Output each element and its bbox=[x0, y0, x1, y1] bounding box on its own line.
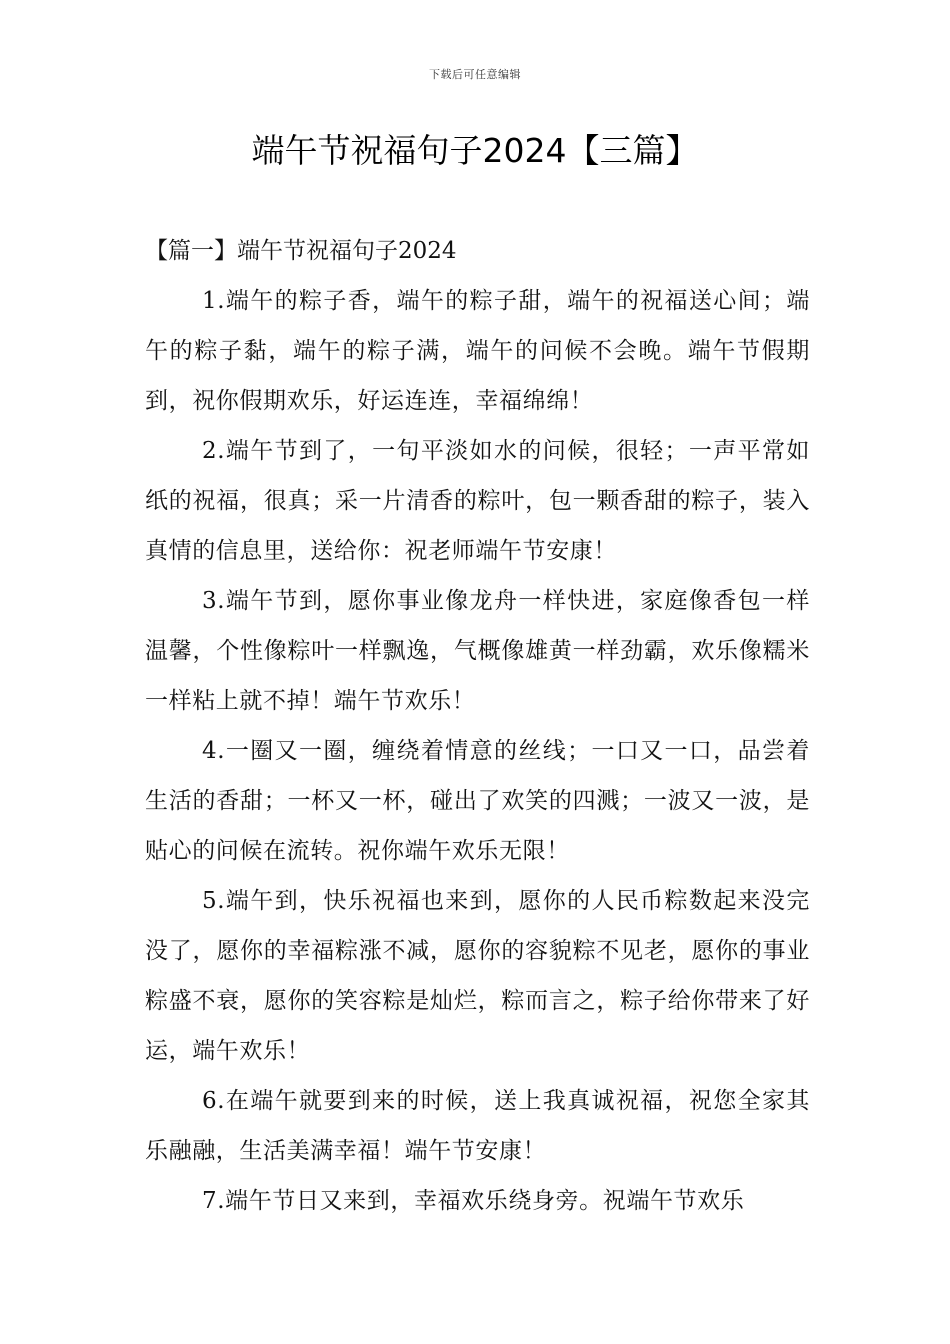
document-title: 端午节祝福句子2024【三篇】 bbox=[251, 131, 699, 170]
section-heading: 【篇一】端午节祝福句子2024 bbox=[145, 238, 457, 264]
paragraph-6: 6.在端午就要到来的时候，送上我真诚祝福，祝您全家其乐融融，生活美满幸福！端午节安康！ bbox=[145, 1088, 810, 1164]
paragraph-7: 7.端午节日又来到，幸福欢乐绕身旁。祝端午节欢乐 bbox=[202, 1188, 745, 1214]
page-header-note: 下载后可任意编辑 bbox=[429, 68, 521, 81]
paragraph-4: 4.一圈又一圈，缠绕着情意的丝线；一口又一口，品尝着生活的香甜；一杯又一杯，碰出了欢笑的四溅；一波又一波，是贴心的问候在流转。祝你端午欢乐无限！ bbox=[145, 738, 810, 864]
document-body bbox=[145, 226, 810, 1226]
paragraph-1: 1.端午的粽子香，端午的粽子甜，端午的祝福送心间；端午的粽子黏，端午的粽子满，端午的问候不会晚。端午节假期到，祝你假期欢乐，好运连连，幸福绵绵！ bbox=[145, 288, 810, 414]
paragraph-2: 2.端午节到了，一句平淡如水的问候，很轻；一声平常如纸的祝福，很真；采一片清香的粽叶，包一颗香甜的粽子，装入真情的信息里，送给你：祝老师端午节安康！ bbox=[145, 438, 810, 564]
paragraph-5: 5.端午到，快乐祝福也来到，愿你的人民币粽数起来没完没了，愿你的幸福粽涨不减，愿你的容貌粽不见老，愿你的事业粽盛不衰，愿你的笑容粽是灿烂，粽而言之，粽子给你带来了好运，端午欢乐！ bbox=[145, 888, 810, 1064]
paragraph-3: 3.端午节到，愿你事业像龙舟一样快进，家庭像香包一样温馨，个性像粽叶一样飘逸，气概像雄黄一样劲霸，欢乐像糯米一样粘上就不掉！端午节欢乐！ bbox=[145, 588, 810, 714]
